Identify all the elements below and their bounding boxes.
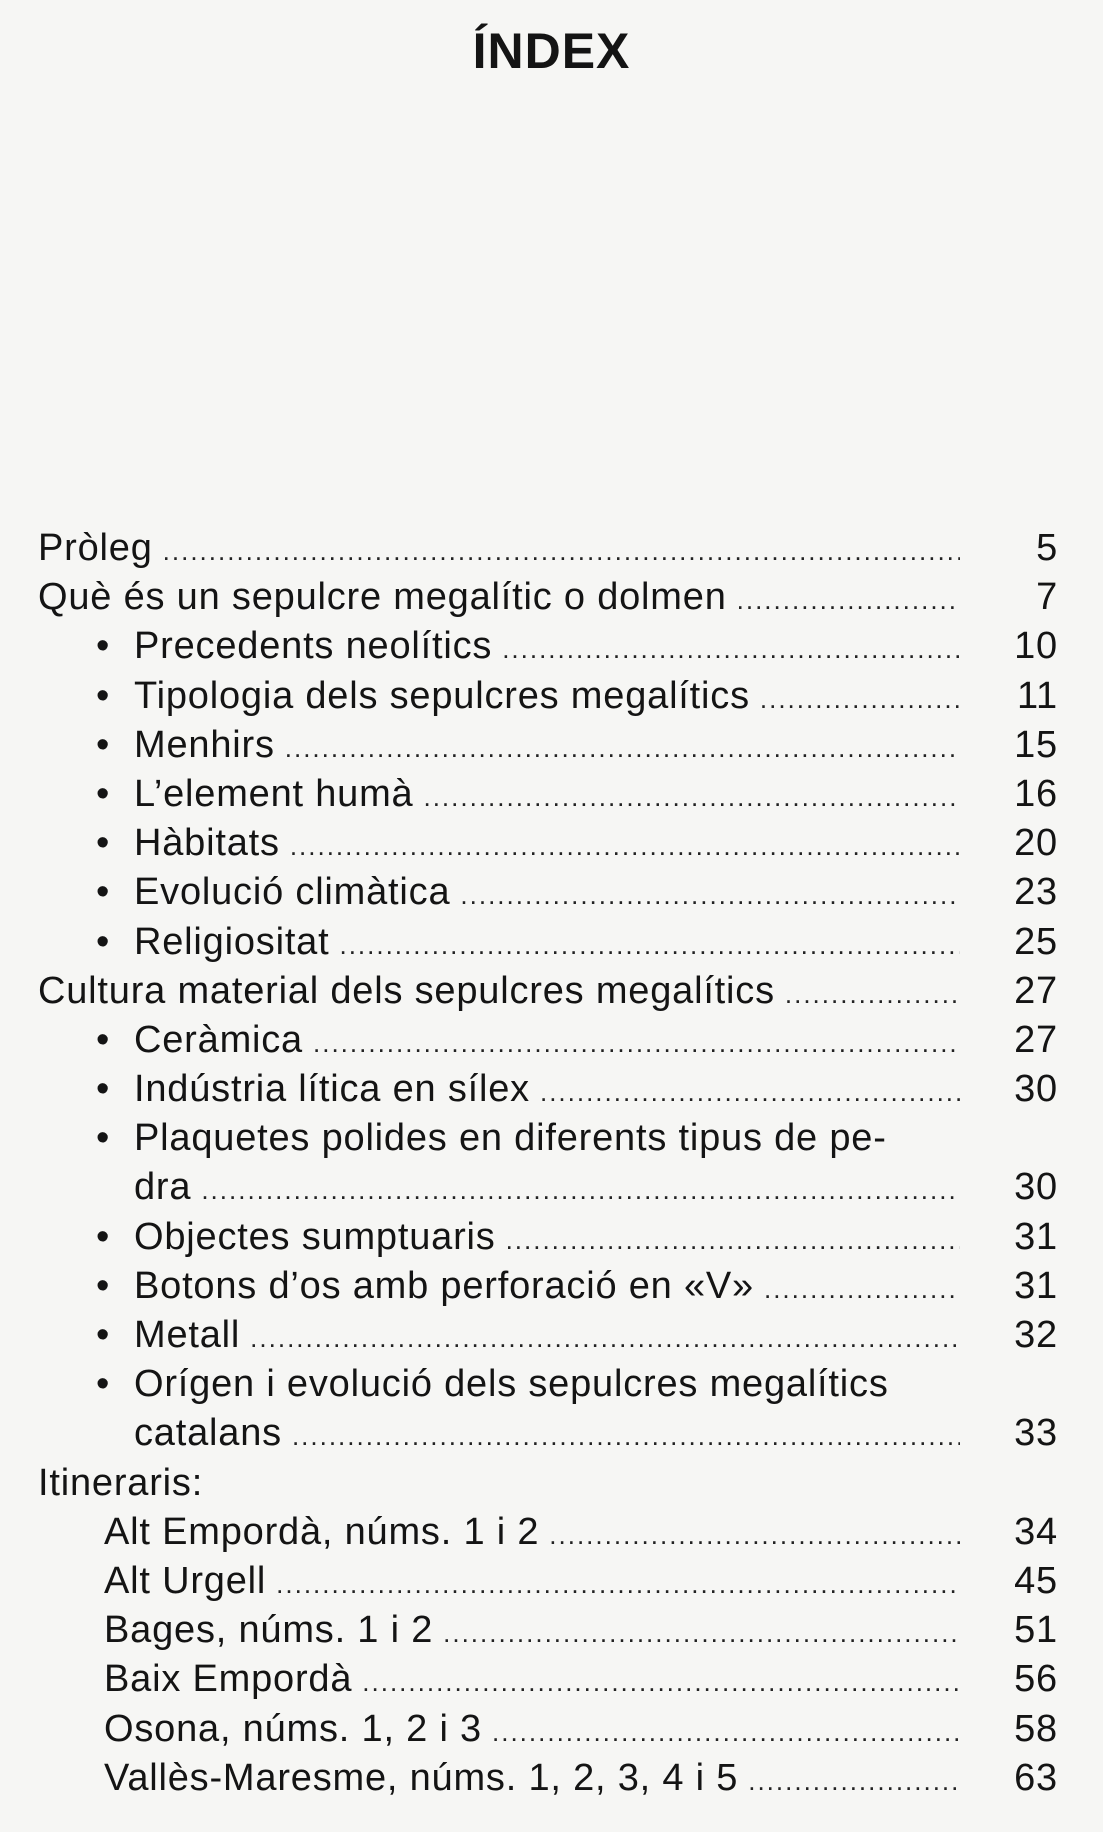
dot-leader <box>163 527 960 576</box>
toc-entry-evolucio-climatica[interactable] <box>38 868 1058 917</box>
dot-leader <box>423 773 960 822</box>
dot-leader <box>549 1511 960 1560</box>
dot-leader <box>540 1068 960 1117</box>
dot-leader <box>292 1412 960 1461</box>
toc-page-number: 25 <box>1014 920 1058 963</box>
bullet-icon: • <box>96 1264 111 1307</box>
bullet-icon: • <box>96 772 111 815</box>
toc-entry-label: Religiositat <box>134 920 330 963</box>
bullet-icon: • <box>96 625 111 668</box>
toc-entry-cultura-material[interactable] <box>38 967 1058 1016</box>
toc-entry-label: Què és un sepulcre megalític o dolmen <box>38 576 727 619</box>
toc-entry-botons-os[interactable] <box>38 1262 1058 1311</box>
toc-entry-label: Ceràmica <box>134 1018 303 1061</box>
bullet-icon: • <box>96 1363 111 1406</box>
toc-page-number: 30 <box>1014 1166 1058 1209</box>
dot-leader <box>276 1560 960 1609</box>
toc-entry-metall[interactable] <box>38 1311 1058 1360</box>
dot-leader <box>492 1708 960 1757</box>
toc-entry-label: Osona, núms. 1, 2 i 3 <box>104 1707 482 1750</box>
toc-entry-osona[interactable] <box>38 1705 1058 1754</box>
bullet-icon: • <box>96 1215 111 1258</box>
dot-leader <box>502 625 960 674</box>
toc-page-number: 33 <box>1014 1412 1058 1455</box>
toc-entry-label: Tipologia dels sepulcres megalítics <box>134 674 750 717</box>
toc-section-label: Itineraris: <box>38 1461 204 1504</box>
toc-entry-baix-emporda[interactable] <box>38 1655 1058 1704</box>
toc-entry-label: L’element humà <box>134 772 414 815</box>
toc-page-number: 51 <box>1014 1609 1058 1652</box>
bullet-icon: • <box>96 1018 111 1061</box>
toc-entry-label-line-2: dra <box>134 1166 192 1209</box>
toc-entry-label: Botons d’os amb perforació en «V» <box>134 1264 754 1307</box>
dot-leader <box>748 1757 960 1806</box>
dot-leader <box>460 871 960 920</box>
toc-page-number: 63 <box>1014 1756 1058 1799</box>
toc-page-number: 27 <box>1014 1018 1058 1061</box>
dot-leader <box>285 724 960 773</box>
toc-entry-label-line-2: catalans <box>134 1412 282 1455</box>
dot-leader <box>785 970 960 1019</box>
dot-leader <box>443 1609 960 1658</box>
toc-page-number: 45 <box>1014 1559 1058 1602</box>
table-of-contents <box>38 524 1058 1803</box>
dot-leader <box>362 1658 960 1707</box>
dot-leader <box>290 822 960 871</box>
bullet-icon: • <box>96 674 111 717</box>
toc-entry-label: Vallès-Maresme, núms. 1, 2, 3, 4 i 5 <box>104 1756 739 1799</box>
toc-entry-label: Metall <box>134 1314 241 1357</box>
bullet-icon: • <box>96 920 111 963</box>
toc-page-number: 10 <box>1014 625 1058 668</box>
dot-leader <box>760 675 960 724</box>
toc-page-number: 27 <box>1014 969 1058 1012</box>
bullet-icon: • <box>96 1314 111 1357</box>
toc-entry-habitats[interactable] <box>38 819 1058 868</box>
dot-leader <box>737 576 960 625</box>
toc-entry-label: Alt Urgell <box>104 1559 267 1602</box>
toc-entry-que-es-dolmen[interactable] <box>38 573 1058 622</box>
toc-entry-label-line-1: Plaquetes polides en diferents tipus de pe- <box>134 1117 887 1160</box>
dot-leader <box>313 1019 960 1068</box>
toc-entry-precedents-neolitics[interactable] <box>38 622 1058 671</box>
toc-entry-ceramica[interactable] <box>38 1016 1058 1065</box>
toc-entry-proleg[interactable] <box>38 524 1058 573</box>
toc-entry-label: Menhirs <box>134 723 275 766</box>
toc-entry-bages[interactable] <box>38 1606 1058 1655</box>
toc-entry-objectes-sumptuaris[interactable] <box>38 1213 1058 1262</box>
toc-entry-label: Hàbitats <box>134 822 280 865</box>
toc-entry-industria-litica[interactable] <box>38 1065 1058 1114</box>
toc-entry-label: Cultura material dels sepulcres megalítics <box>38 969 775 1012</box>
toc-page-number: 32 <box>1014 1314 1058 1357</box>
toc-section-itineraris <box>38 1459 1058 1508</box>
toc-entry-origen-evolucio[interactable] <box>38 1360 1058 1458</box>
toc-page-number: 11 <box>1016 674 1058 717</box>
bullet-icon: • <box>96 1068 111 1111</box>
toc-entry-alt-urgell[interactable] <box>38 1557 1058 1606</box>
toc-page-number: 58 <box>1014 1707 1058 1750</box>
toc-page-number: 23 <box>1014 871 1058 914</box>
bullet-icon: • <box>96 871 111 914</box>
toc-entry-religiositat[interactable] <box>38 918 1058 967</box>
toc-entry-label: Baix Empordà <box>104 1658 353 1701</box>
toc-page-number: 31 <box>1014 1215 1058 1258</box>
toc-entry-label: Indústria lítica en sílex <box>134 1068 530 1111</box>
dot-leader <box>339 921 960 970</box>
dot-leader <box>201 1166 960 1215</box>
dot-leader <box>764 1265 960 1314</box>
toc-page-number: 20 <box>1014 822 1058 865</box>
toc-entry-label: Alt Empordà, núms. 1 i 2 <box>104 1510 540 1553</box>
toc-entry-menhirs[interactable] <box>38 721 1058 770</box>
toc-entry-label: Bages, núms. 1 i 2 <box>104 1609 434 1652</box>
toc-entry-valles-maresme[interactable] <box>38 1754 1058 1803</box>
toc-entry-alt-emporda[interactable] <box>38 1508 1058 1557</box>
toc-page-number: 16 <box>1014 772 1058 815</box>
toc-entry-element-huma[interactable] <box>38 770 1058 819</box>
bullet-icon: • <box>96 822 111 865</box>
toc-entry-label: Precedents neolítics <box>134 625 493 668</box>
toc-entry-label: Objectes sumptuaris <box>134 1215 496 1258</box>
bullet-icon: • <box>96 1117 111 1160</box>
toc-page-number: 31 <box>1014 1264 1058 1307</box>
toc-page-number: 5 <box>1036 527 1058 569</box>
toc-entry-tipologia[interactable] <box>38 672 1058 721</box>
page-title: ÍNDEX <box>472 23 631 79</box>
toc-entry-label: Evolució climàtica <box>134 871 451 914</box>
toc-page-number: 56 <box>1014 1658 1058 1701</box>
dot-leader <box>506 1216 960 1265</box>
toc-entry-plaquetes-polides[interactable] <box>38 1114 1058 1212</box>
toc-page-number: 34 <box>1014 1510 1058 1553</box>
toc-entry-label: Pròleg <box>38 527 153 569</box>
toc-entry-label-line-1: Orígen i evolució dels sepulcres megalítics <box>134 1363 889 1406</box>
toc-page-number: 30 <box>1014 1068 1058 1111</box>
dot-leader <box>250 1314 960 1363</box>
bullet-icon: • <box>96 723 111 766</box>
toc-page-number: 7 <box>1036 576 1058 619</box>
toc-page-number: 15 <box>1014 723 1058 766</box>
